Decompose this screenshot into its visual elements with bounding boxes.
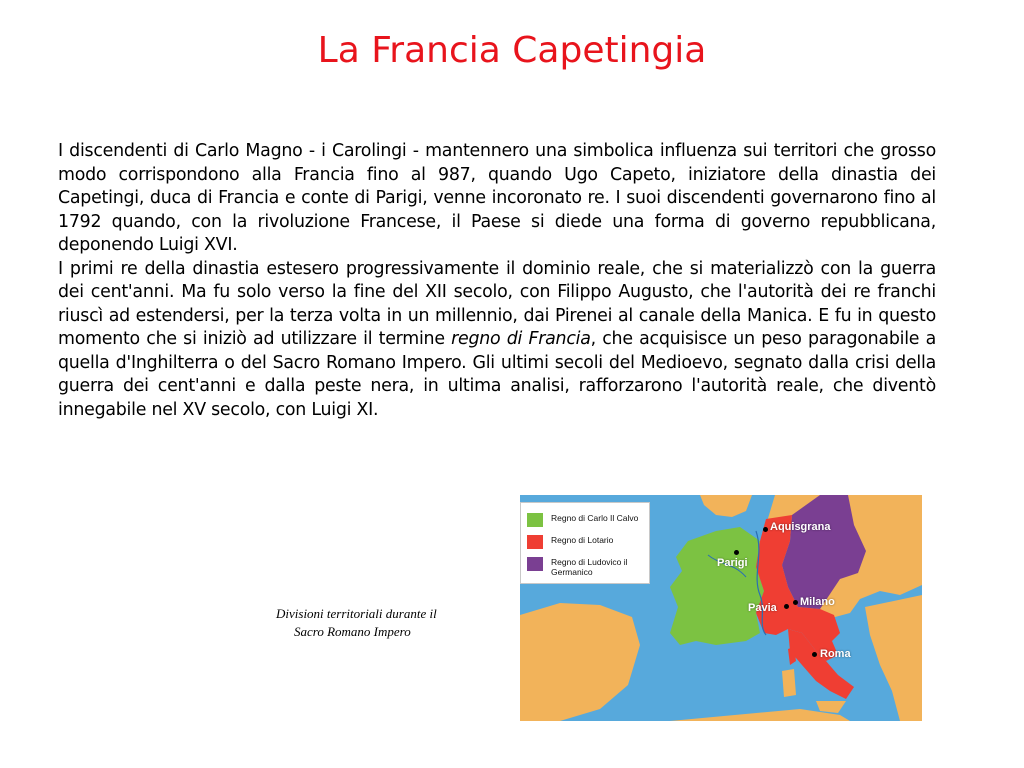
city-dot-milano bbox=[793, 600, 798, 605]
city-dot-roma bbox=[812, 652, 817, 657]
paragraph-1: I discendenti di Carlo Magno - i Carolingi - mantennero una simbolica influenza sui territori che grosso modo corrispondono alla Francia fino al 987, quando Ugo Capeto, iniziatore della dinastia dei Capetingi, duca di Francia e conte di Parigi, venne incoronato re. I suoi discendenti governarono fino al 1792 quando, con la rivoluzione Francese, il Paese si diede una forma di governo repubblicana, deponendo Luigi XVI. bbox=[58, 141, 936, 255]
page-title: La Francia Capetingia bbox=[317, 30, 707, 71]
legend-swatch-purple bbox=[527, 557, 543, 571]
map-legend bbox=[520, 502, 650, 584]
legend-item-lotario bbox=[527, 535, 641, 549]
legend-label: Regno di Carlo Il Calvo bbox=[551, 513, 639, 523]
body-text bbox=[58, 140, 936, 422]
caption-line-2: Sacro Romano Impero bbox=[294, 624, 411, 639]
legend-item-carlo bbox=[527, 513, 641, 527]
paragraph-2-italic-term: regno di Francia bbox=[451, 329, 591, 349]
legend-item-ludovico bbox=[527, 557, 641, 577]
paragraph-2-part-1: I primi re della dinastia estesero progressivamente il dominio reale, che si materializzò con la guerra dei cent'anni. Ma fu solo verso la fine del XII secolo, con Filippo Augusto, che l'autorità dei re franchi riuscì ad estendersi, per la terza volta in un millennio, dai Pirenei al canale della Manica. E fu in questo momento che si iniziò ad utilizzare il termine bbox=[58, 258, 936, 349]
legend-label: Regno di Ludovico il Germanico bbox=[551, 557, 628, 577]
city-label-aquisgrana: Aquisgrana bbox=[770, 521, 831, 533]
legend-label: Regno di Lotario bbox=[551, 535, 614, 545]
city-label-pavia: Pavia bbox=[748, 602, 777, 614]
map-caption bbox=[272, 605, 512, 641]
caption-line-1: Divisioni territoriali durante il bbox=[276, 606, 437, 621]
city-dot-aquisgrana bbox=[763, 527, 768, 532]
legend-swatch-red bbox=[527, 535, 543, 549]
paragraph-2-part-2: , che acquisisce un peso paragonabile a quella d'Inghilterra o del Sacro Romano Impero. Gli ultimi secoli del Medioevo, segnato dalla crisi della guerra dei cent'anni e dalla peste nera, in ultima analisi, rafforzarono l'autorità reale, che diventò innegabile nel XV secolo, con Luigi XI. bbox=[58, 329, 936, 420]
city-label-roma: Roma bbox=[820, 648, 851, 660]
paragraph-2 bbox=[58, 258, 936, 423]
sardinia bbox=[782, 669, 796, 697]
city-label-milano: Milano bbox=[800, 596, 835, 608]
legend-swatch-green bbox=[527, 513, 543, 527]
city-dot-pavia bbox=[784, 604, 789, 609]
city-label-parigi: Parigi bbox=[717, 557, 748, 569]
city-dot-parigi bbox=[734, 550, 739, 555]
